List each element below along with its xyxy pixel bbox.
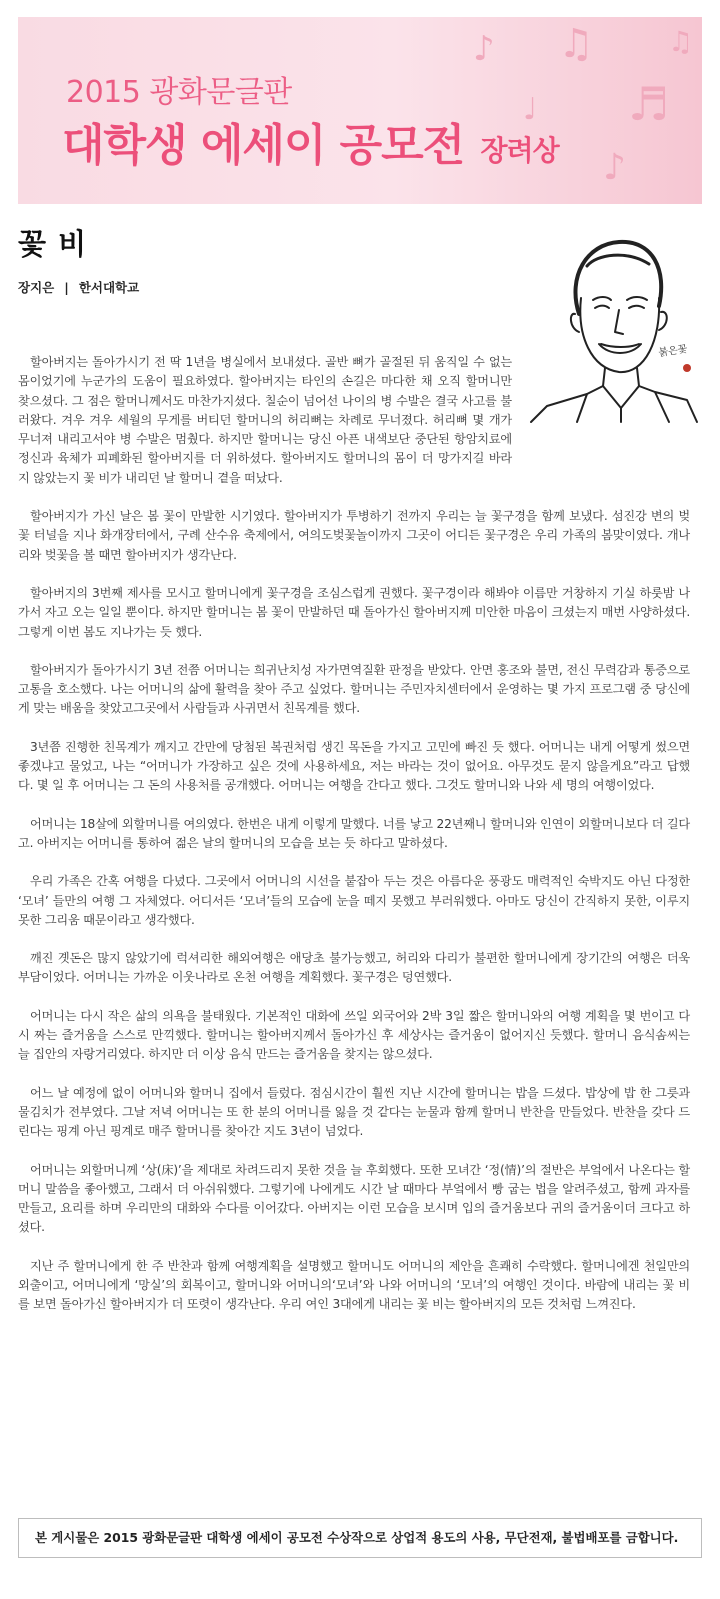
music-note-icon: ♫ bbox=[668, 25, 694, 58]
essay-paragraph: 깨진 곗돈은 많지 않았기에 럭셔리한 해외여행은 애당초 불가능했고, 허리와 다리가 불편한 할머니에게 장기간의 여행은 더욱 부담이었다. 어머니는 가까운 이웃나라로 온천 여행을 계획했다. 꽃구경은 덩연했다. bbox=[18, 951, 690, 985]
banner-title-text: 대학생 에세이 공모전 bbox=[62, 120, 465, 171]
essay-paragraph: 할아버지의 3번째 제사를 모시고 할머니에게 꽃구경을 조심스럽게 권했다. 꽃구경이라 해봐야 이름만 거창하지 기실 하룻밤 나가서 자고 오는 일일 뿐이다. 하지만 할머니는 봄 꽃이 만발하던 때 돌아가신 할아버지께 미안한 마음이 크셨는지 매번 사양하셨다. 그렇게 이번 봄도 지나가는 듯 했다. bbox=[18, 585, 690, 639]
music-note-icon: ♪ bbox=[603, 147, 626, 188]
music-note-icon: ♪ bbox=[473, 29, 495, 69]
essay-paragraph: 할아버지가 돌아가시기 3년 전쯤 어머니는 희귀난치성 자가면역질환 판정을 받았다. 안면 홍조와 불면, 전신 무력감과 통증으로 고통을 호소했다. 나는 어머니의 삶에 활력을 찾아 주고 싶었다. 할머니는 주민자치센터에서 운영하는 몇 가지 프로그램 중 당신에게 맞는 배움을 찾았고그곳에서 사람들과 사귀면서 친목계를 했다. bbox=[18, 662, 690, 716]
byline-separator: | bbox=[64, 280, 69, 295]
essay-title: 꽃 비 bbox=[18, 227, 88, 261]
essay-paragraph: 어머니는 다시 작은 삶의 의욕을 불태웠다. 기본적인 대화에 쓰일 외국어와 2박 3일 짧은 할머니와의 여행 계획을 몇 번이고 다시 짜는 즐거움을 스스로 만끽했다. 할머니는 할아버지께서 돌아가신 후 세상사는 즐거움이 없어지신 듯했다. 할머니 음식솜씨는 늘 집안의 자랑거리였다. 하지만 더 이상 음식 만드는 즐거움을 찾지는 않으셨다. bbox=[18, 1008, 690, 1062]
essay-paragraph: 어머니는 18살에 외할머니를 여의였다. 한번은 내게 이렇게 말했다. 너를 낳고 22년째니 할머니와 인연이 외할머니보다 더 길다고. 아버지는 어머니를 통하여 젊은 날의 할머니의 모습을 보는 듯 하다고 말하셨다. bbox=[18, 816, 690, 850]
author-school: 한서대학교 bbox=[78, 280, 140, 295]
essay-paragraph: 우리 가족은 간혹 여행을 다녔다. 그곳에서 어머니의 시선을 붙잡아 두는 것은 아름다운 풍광도 매력적인 숙박지도 아닌 다정한 ‘모녀’ 들만의 여행 그 자체였다. 어디서든 ‘모녀’들의 모습에 눈을 떼지 못했고 부러워했다. 아마도 당신이 간직하지 못한, 이루지 못한 그리움 때문이라고 생각했다. bbox=[18, 874, 690, 927]
essay-paragraph: 어머니는 외할머니께 ‘상(床)’을 제대로 차려드리지 못한 것을 늘 후회했다. 또한 모녀간 ‘정(情)’의 절반은 부엌에서 나온다는 할머니 말씀을 좋아했고, 그래서 더 아쉬워했다. 그렇기에 나에게도 시간 날 때마다 부엌에서 빵 굽는 법을 알려주셨고, 함께 과자를 만들고, 요리를 하며 우리만의 대화와 수다를 이어갔다. 아버지는 이런 모습을 보시며 입의 즐거움보다 귀의 즐거움이더 크다고 하셨다. bbox=[18, 1162, 690, 1235]
music-note-icon: ♫ bbox=[558, 21, 594, 67]
contest-banner bbox=[18, 17, 702, 204]
award-label: 장려상 bbox=[480, 134, 559, 167]
signature-text: 붉은꽃 bbox=[657, 344, 689, 359]
banner-subtitle: 2015 광화문글판 bbox=[66, 75, 292, 110]
essay-paragraph: 할아버지는 돌아가시기 전 딱 1년을 병실에서 보내셨다. 골반 뼈가 골절된 뒤 움직일 수 없는 몸이었기에 누군가의 도움이 필요하였다. 할아버지는 타인의 손길은 마다한 채 오직 할머니만 찾으셨다. 그 점은 할머니께서도 마찬가지셨다. 칠순이 넘어선 나이의 병 수발은 결국 사고를 불러왔다. 겨우 겨우 세월의 무게를 버티던 할머니의 허리뼈는 차례로 무너졌다. 허리뼈 몇 개가 무너져 내리고서야 병 수발은 멈췄다. 하지만 할머니는 당신 아픈 내색보단 중단된 항암치료에 정신과 육체가 피폐화된 할아버지를 더 위하셨다. 할아버지도 할머니의 몸이 더 망가지길 바라지 않았는지 꽃 비가 내리던 날 할머니 곁을 떠났다. bbox=[18, 355, 512, 485]
essay-paragraph: 할아버지가 가신 날은 봄 꽃이 만발한 시기였다. 할아버지가 투병하기 전까지 우리는 늘 꽃구경을 함께 보냈다. 섬진강 변의 벚꽃 터널을 지나 화개장터에서, 구례 산수유 축제에서, 여의도벚꽃놀이까지 그곳이 어디든 꽃구경은 우리 가족의 봄맞이였다. 개나리와 벚꽃을 볼 때면 할아버지가 생각난다. bbox=[18, 509, 690, 562]
essay-paragraph: 지난 주 할머니에게 한 주 반찬과 함께 여행계획을 설명했고 할머니도 어머니의 제안을 흔쾌히 수락했다. 할머니에겐 천일만의 외출이고, 어머니에게 ‘망실’의 회복이고, 할머니와 어머니의‘모녀’와 나와 어머니의 ‘모녀’의 여행인 것이다. 바람에 내리는 꽃 비를 보면 돌아가신 할아버지가 더 또렷이 생각난다. 우리 여인 3대에게 내리는 꽃 비는 할아버지의 모든 것처럼 느껴진다. bbox=[18, 1258, 690, 1312]
music-note-icon: ♬ bbox=[628, 77, 670, 131]
essay-body bbox=[18, 353, 690, 1334]
author-byline bbox=[18, 278, 139, 296]
copyright-notice: 본 게시물은 2015 광화문글판 대학생 에세이 공모전 수상작으로 상업적 용도의 사용, 무단전재, 불법배포를 금합니다. bbox=[18, 1518, 702, 1558]
essay-paragraph: 3년쯤 진행한 친목계가 깨지고 간만에 당첨된 복권처럼 생긴 목돈을 가지고 고민에 빠진 듯 했다. 어머니는 내게 어떻게 썼으면 좋겠냐고 물었고, 나는 “어머니가 가장하고 싶은 것에 사용하세요, 저는 바라는 것이 없어요. 아무것도 묻지 않을게요”라고 답했다. 몇 일 후 어머니는 그 돈의 사용처를 공개했다. 어머니는 여행을 간다고 했다. 그것도 할머니와 나와 세 명의 여행이었다. bbox=[18, 739, 690, 793]
music-note-icon: ♩ bbox=[523, 92, 538, 127]
banner-title bbox=[62, 109, 559, 173]
essay-paragraph: 어느 날 예정에 없이 어머니와 할머니 집에서 들렀다. 점심시간이 훨씬 지난 시간에 할머니는 밥을 드셨다. 밥상에 밥 한 그릇과 물김치가 전부였다. 그날 저녁 어머니는 또 한 분의 어머니를 잃을 것 같다는 눈물과 함께 할머니 반찬을 만들었다. 반찬을 갖다 드린다는 핑계 아닌 핑계로 매주 할머니를 찾아간 지도 3년이 넘었다. bbox=[18, 1085, 690, 1139]
author-name: 장지은 bbox=[18, 280, 55, 295]
